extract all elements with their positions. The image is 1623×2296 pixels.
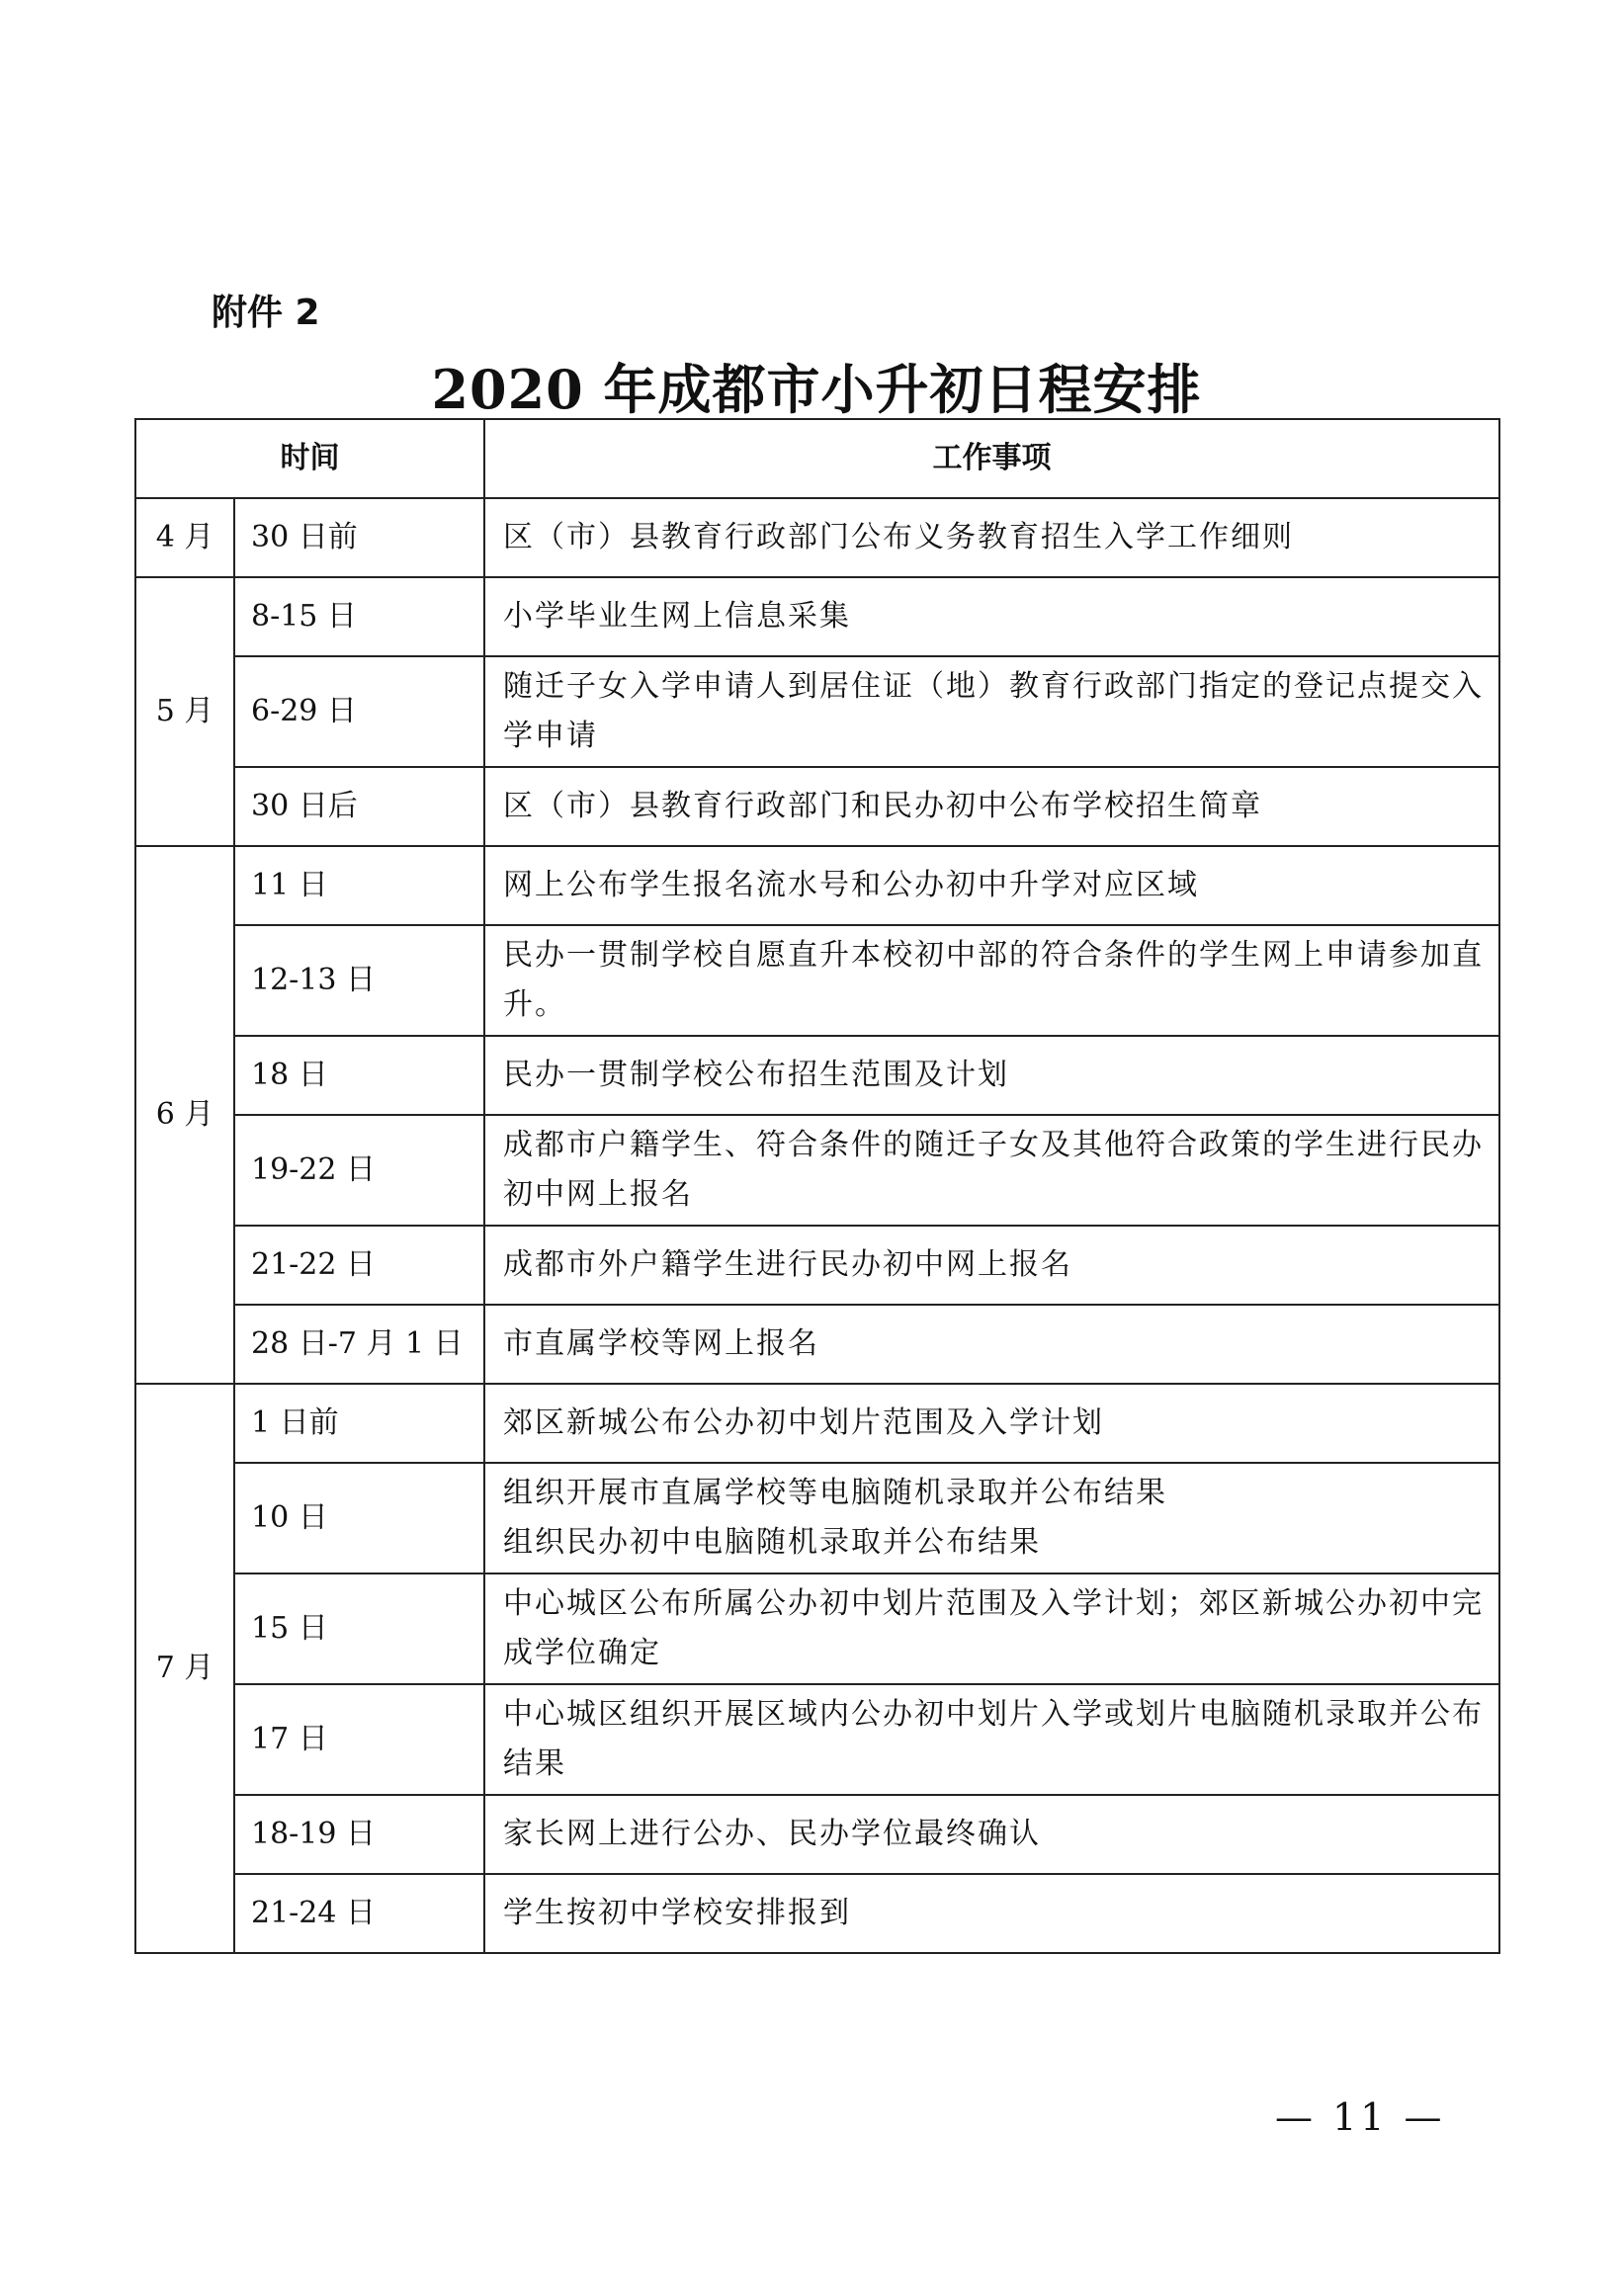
day-cell: 8-15 日: [234, 577, 484, 656]
task-cell: 中心城区组织开展区域内公办初中划片入学或划片电脑随机录取并公布结果: [484, 1684, 1499, 1795]
task-cell: 市直属学校等网上报名: [484, 1305, 1499, 1384]
task-cell: 区（市）县教育行政部门公布义务教育招生入学工作细则: [484, 498, 1499, 577]
task-line: 组织开展市直属学校等电脑随机录取并公布结果: [503, 1476, 1167, 1510]
table-row: [135, 1226, 1499, 1305]
table-row: [135, 1036, 1499, 1115]
day-cell: 10 日: [234, 1463, 484, 1573]
task-cell: 学生按初中学校安排报到: [484, 1874, 1499, 1953]
day-cell: 21-24 日: [234, 1874, 484, 1953]
task-cell: 中心城区公布所属公办初中划片范围及入学计划；郊区新城公办初中完成学位确定: [484, 1573, 1499, 1684]
table-row: [135, 1384, 1499, 1463]
task-line: 组织民办初中电脑随机录取并公布结果: [503, 1525, 1041, 1560]
table-row: [135, 846, 1499, 925]
day-cell: 28 日-7 月 1 日: [234, 1305, 484, 1384]
table-row: [135, 1305, 1499, 1384]
day-cell: 18 日: [234, 1036, 484, 1115]
task-cell: 区（市）县教育行政部门和民办初中公布学校招生简章: [484, 767, 1499, 846]
table-row: [135, 1115, 1499, 1226]
day-cell: 30 日前: [234, 498, 484, 577]
day-cell: 30 日后: [234, 767, 484, 846]
task-cell: 民办一贯制学校自愿直升本校初中部的符合条件的学生网上申请参加直升。: [484, 925, 1499, 1036]
page-title: 2020 年成都市小升初日程安排: [431, 358, 1202, 421]
table-row: [135, 498, 1499, 577]
table-row: [135, 925, 1499, 1036]
day-cell: 21-22 日: [234, 1226, 484, 1305]
table-row: [135, 1684, 1499, 1795]
day-cell: 1 日前: [234, 1384, 484, 1463]
month-cell: 7 月: [135, 1384, 234, 1953]
task-cell: [484, 1463, 1499, 1573]
day-cell: 19-22 日: [234, 1115, 484, 1226]
table-row: [135, 1463, 1499, 1573]
table-row: [135, 1795, 1499, 1874]
task-cell: 小学毕业生网上信息采集: [484, 577, 1499, 656]
day-cell: 17 日: [234, 1684, 484, 1795]
day-cell: 15 日: [234, 1573, 484, 1684]
day-cell: 18-19 日: [234, 1795, 484, 1874]
table-row: [135, 577, 1499, 656]
schedule-table: [134, 418, 1500, 1954]
day-cell: 12-13 日: [234, 925, 484, 1036]
page-number: — 11 —: [1275, 2095, 1446, 2139]
month-cell: 4 月: [135, 498, 234, 577]
table-row: [135, 1874, 1499, 1953]
task-cell: 家长网上进行公办、民办学位最终确认: [484, 1795, 1499, 1874]
task-cell: 成都市外户籍学生进行民办初中网上报名: [484, 1226, 1499, 1305]
day-cell: 11 日: [234, 846, 484, 925]
task-cell: 成都市户籍学生、符合条件的随迁子女及其他符合政策的学生进行民办初中网上报名: [484, 1115, 1499, 1226]
table-row: [135, 767, 1499, 846]
header-task: 工作事项: [484, 419, 1499, 498]
task-cell: 随迁子女入学申请人到居住证（地）教育行政部门指定的登记点提交入学申请: [484, 656, 1499, 767]
month-cell: 5 月: [135, 577, 234, 846]
task-cell: 郊区新城公布公办初中划片范围及入学计划: [484, 1384, 1499, 1463]
table-row: [135, 656, 1499, 767]
task-cell: 网上公布学生报名流水号和公办初中升学对应区域: [484, 846, 1499, 925]
attachment-label: 附件 2: [212, 293, 320, 333]
day-cell: 6-29 日: [234, 656, 484, 767]
month-cell: 6 月: [135, 846, 234, 1384]
task-cell: 民办一贯制学校公布招生范围及计划: [484, 1036, 1499, 1115]
header-time: 时间: [135, 419, 484, 498]
table-row: [135, 1573, 1499, 1684]
